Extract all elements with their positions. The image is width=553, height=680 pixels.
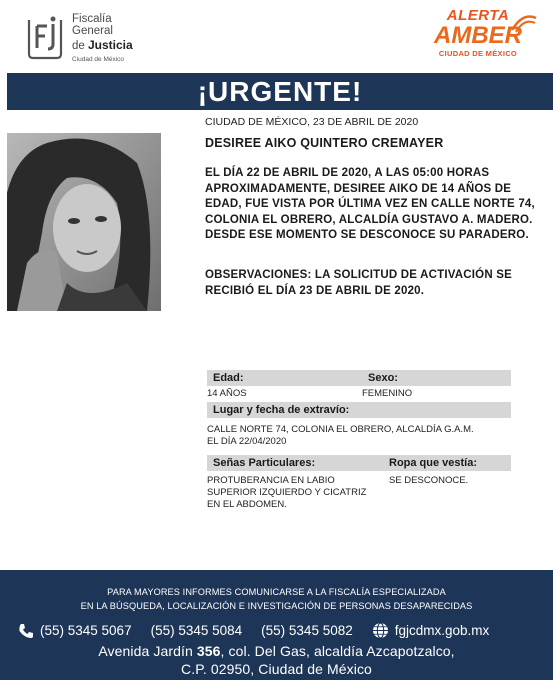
info-header-row [207, 370, 511, 386]
fgj-line4: Ciudad de México [72, 55, 125, 63]
globe-icon [372, 622, 389, 639]
fgj-wordmark [72, 13, 133, 64]
lugar-value [207, 424, 511, 448]
dateline: CIUDAD DE MÉXICO, 23 DE ABRIL DE 2020 [205, 116, 419, 128]
urgent-banner: ¡URGENTE! [7, 73, 553, 110]
senas-value-row [207, 475, 511, 511]
portrait-image [7, 133, 161, 311]
sexo-label: Sexo: [368, 372, 398, 384]
info-value-row [207, 386, 511, 402]
senas-value: PROTUBERANCIA EN LABIO SUPERIOR IZQUIERDO Y CICATRIZ EN EL ABDOMEN. [207, 475, 367, 510]
phone-icon [18, 623, 34, 639]
address-prefix: Avenida Jardín [98, 643, 197, 659]
ropa-label: Ropa que vestía: [389, 457, 478, 469]
phone-number-2[interactable]: (55) 5345 5084 [150, 623, 243, 638]
lugar-value-line1: CALLE NORTE 74, COLONIA EL OBRERO, ALCALDÍA G.A.M. [207, 424, 474, 435]
address-number: 356 [196, 643, 221, 659]
amber-line2: AMBER [434, 22, 522, 49]
ropa-value: SE DESCONOCE. [389, 475, 469, 486]
fgj-logo-icon [26, 14, 64, 60]
senas-label: Señas Particulares: [213, 457, 316, 469]
address-line1 [0, 643, 553, 659]
edad-value: 14 AÑOS [207, 388, 247, 399]
info-table [207, 370, 511, 511]
amber-sun-icon [508, 8, 538, 34]
sexo-value: FEMENINO [362, 388, 413, 399]
phone-number-1[interactable]: (55) 5345 5067 [40, 623, 132, 638]
fgj-line2: General [72, 25, 113, 38]
website-link[interactable]: fgjcdmx.gob.mx [394, 623, 490, 638]
edad-label: Edad: [213, 372, 244, 384]
fgj-line3: Justicia [88, 38, 133, 53]
phone-number-3[interactable]: (55) 5345 5082 [261, 623, 353, 638]
senas-header-row [207, 455, 511, 471]
amber-line1: ALERTA [446, 7, 510, 24]
lugar-label: Lugar y fecha de extravío: [207, 402, 511, 418]
fgj-line3-prefix: de [72, 40, 88, 53]
footer [0, 570, 553, 680]
footer-line1: PARA MAYORES INFORMES COMUNICARSE A LA FISCALÍA ESPECIALIZADA [107, 587, 446, 597]
address-line2: C.P. 02950, Ciudad de México [181, 661, 372, 677]
contact-row [18, 622, 538, 639]
footer-line2: EN LA BÚSQUEDA, LOCALIZACIÓN E INVESTIGACIÓN DE PERSONAS DESAPARECIDAS [80, 601, 473, 611]
person-name: DESIREE AIKO QUINTERO CREMAYER [205, 136, 444, 150]
address-suffix: , col. Del Gas, alcaldía Azcapotzalco, [220, 643, 455, 659]
lugar-value-line2: EL DÍA 22/04/2020 [207, 436, 287, 447]
amber-line3: CIUDAD DE MÉXICO [438, 49, 518, 58]
observations-paragraph: OBSERVACIONES: LA SOLICITUD DE ACTIVACIÓN SE RECIBIÓ EL DÍA 23 DE ABRIL DE 2020. [205, 269, 512, 297]
description-paragraph: EL DÍA 22 DE ABRIL DE 2020, A LAS 05:00 HORAS APROXIMADAMENTE, DESIREE AIKO DE 14 AÑOS DE EDAD, FUE VISTA POR ÚLTIMA VEZ EN CALLE NORTE 74, COLONIA EL OBRERO, ALCALDÍA GUSTAVO A. MADERO. DESDE ESE MOMENTO SE DESCONOCE SU PARADERO. [205, 167, 535, 241]
missing-person-photo [7, 133, 161, 311]
fgj-line1: Fiscalía [72, 13, 112, 25]
